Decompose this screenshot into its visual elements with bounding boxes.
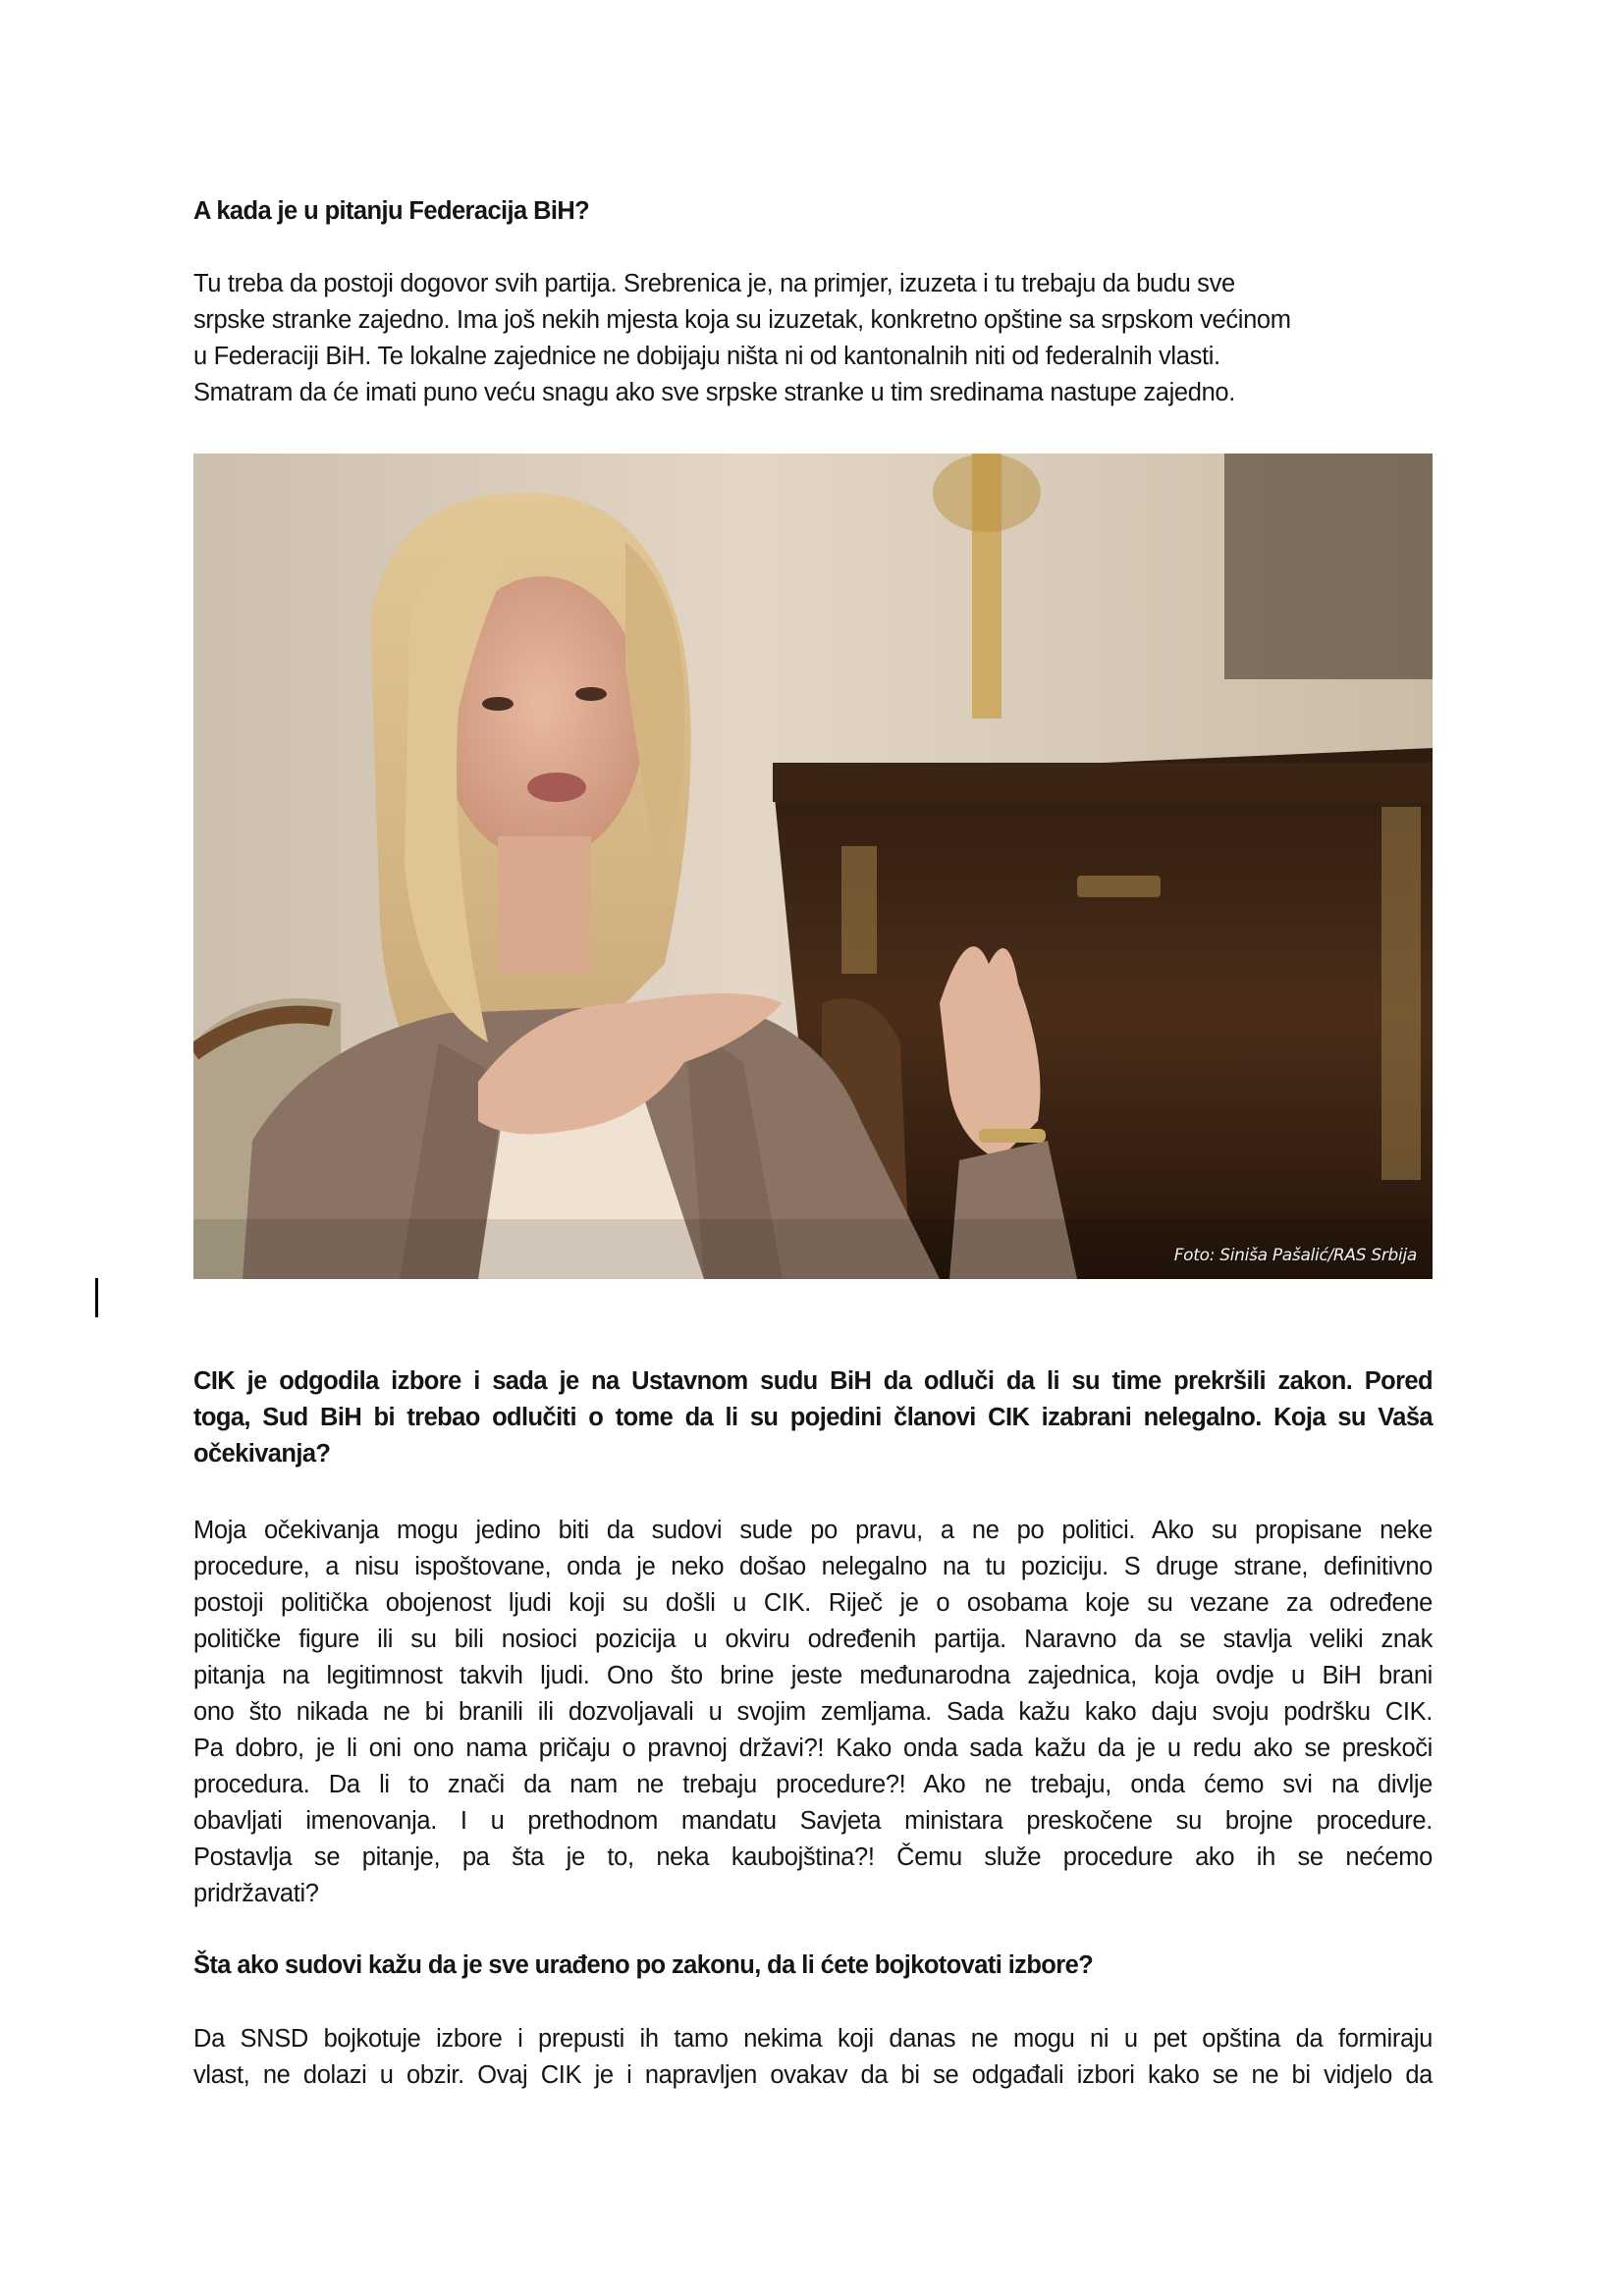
photo-caption: Foto: Siniša Pašalić/RAS Srbija [1173,1246,1417,1265]
answer-line: političke figure ili su bili nosioci pozicija u okviru određenih partija. Naravno da se stavlja veliki znak [193,1626,1433,1653]
question-line: CIK je odgodila izbore i sada je na Ustavnom sudu BiH da odluči da li su time prekršili zakon. Pored [193,1367,1433,1395]
answer-federacija [193,266,1433,411]
answer-line: ono što nikada ne bi branili ili dozvoljavali u svojim zemljama. Sada kažu kako daju svoju podršku CIK. [193,1698,1433,1726]
mouth [527,773,586,802]
left-eye [482,697,514,711]
question-bojkot [193,1948,1433,1984]
photo-illustration [193,454,1433,1279]
answer-line: Tu treba da postoji dogovor svih partija. Srebrenica je, na primjer, izuzeta i tu trebaju da budu sve [193,270,1235,297]
question-cik [193,1363,1433,1472]
wristwatch [979,1129,1046,1143]
answer-line: Smatram da će imati puno veću snagu ako sve srpske stranke u tim sredinama nastupe zajedno. [193,379,1235,406]
answer-line: u Federaciji BiH. Te lokalne zajednice ne dobijaju ništa ni od kantonalnih niti od federalnih vlasti. [193,343,1220,370]
question-line: očekivanja? [193,1440,331,1468]
question-federacija [193,193,1433,230]
question-line: Šta ako sudovi kažu da je sve urađeno po zakonu, da li ćete bojkotovati izbore? [193,1951,1094,1979]
answer-line: Moja očekivanja mogu jedino biti da sudovi sude po pravu, a ne po politici. Ako su propisane neke [193,1517,1433,1544]
answer-line: Postavlja se pitanje, pa šta je to, neka kaubojština?! Čemu služe procedure ako ih se nećemo [193,1843,1433,1871]
background-frame [1224,454,1433,679]
question-line: A kada je u pitanju Federacija BiH? [193,197,590,225]
interview-photo [193,454,1433,1279]
answer-bojkot [193,2021,1433,2094]
question-line: toga, Sud BiH bi trebao odlučiti o tome da li su pojedini članovi CIK izabrani nelegalno. Koja su Vaša [193,1404,1433,1431]
answer-line: obavljati imenovanja. I u prethodnom mandatu Savjeta ministara preskočene su brojne procedure. [193,1807,1433,1835]
answer-line: srpske stranke zajedno. Ima još nekih mjesta koja su izuzetak, konkretno opštine sa srpskom većinom [193,306,1291,334]
answer-cik [193,1513,1433,1912]
text-cursor [95,1278,98,1317]
answer-line: pridržavati? [193,1880,319,1907]
answer-line: pitanja na legitimnost takvih ljudi. Ono što brine jeste međunarodna zajednica, koja ovdje u BiH brani [193,1662,1433,1689]
answer-line: procedure, a nisu ispoštovane, onda je neko došao nelegalno na tu poziciju. S druge strane, definitivno [193,1553,1433,1580]
answer-line: Da SNSD bojkotuje izbore i prepusti ih tamo nekima koji danas ne mogu ni u pet opština da formiraju [193,2025,1433,2053]
answer-line: vlast, ne dolazi u obzir. Ovaj CIK je i napravljen ovakav da bi se odgađali izbori kako se ne bi vidjelo da [193,2061,1433,2089]
answer-line: procedura. Da li to znači da nam ne trebaju procedure?! Ako ne trebaju, onda ćemo svi na divlje [193,1771,1433,1798]
answer-line: postoji politička obojenost ljudi koji su došli u CIK. Riječ je o osobama koje su vezane za određene [193,1589,1433,1617]
right-eye [575,687,607,701]
answer-line: Pa dobro, je li oni ono nama pričaju o pravnoj državi?! Kako onda sada kažu da je u redu ako se preskoči [193,1735,1433,1762]
